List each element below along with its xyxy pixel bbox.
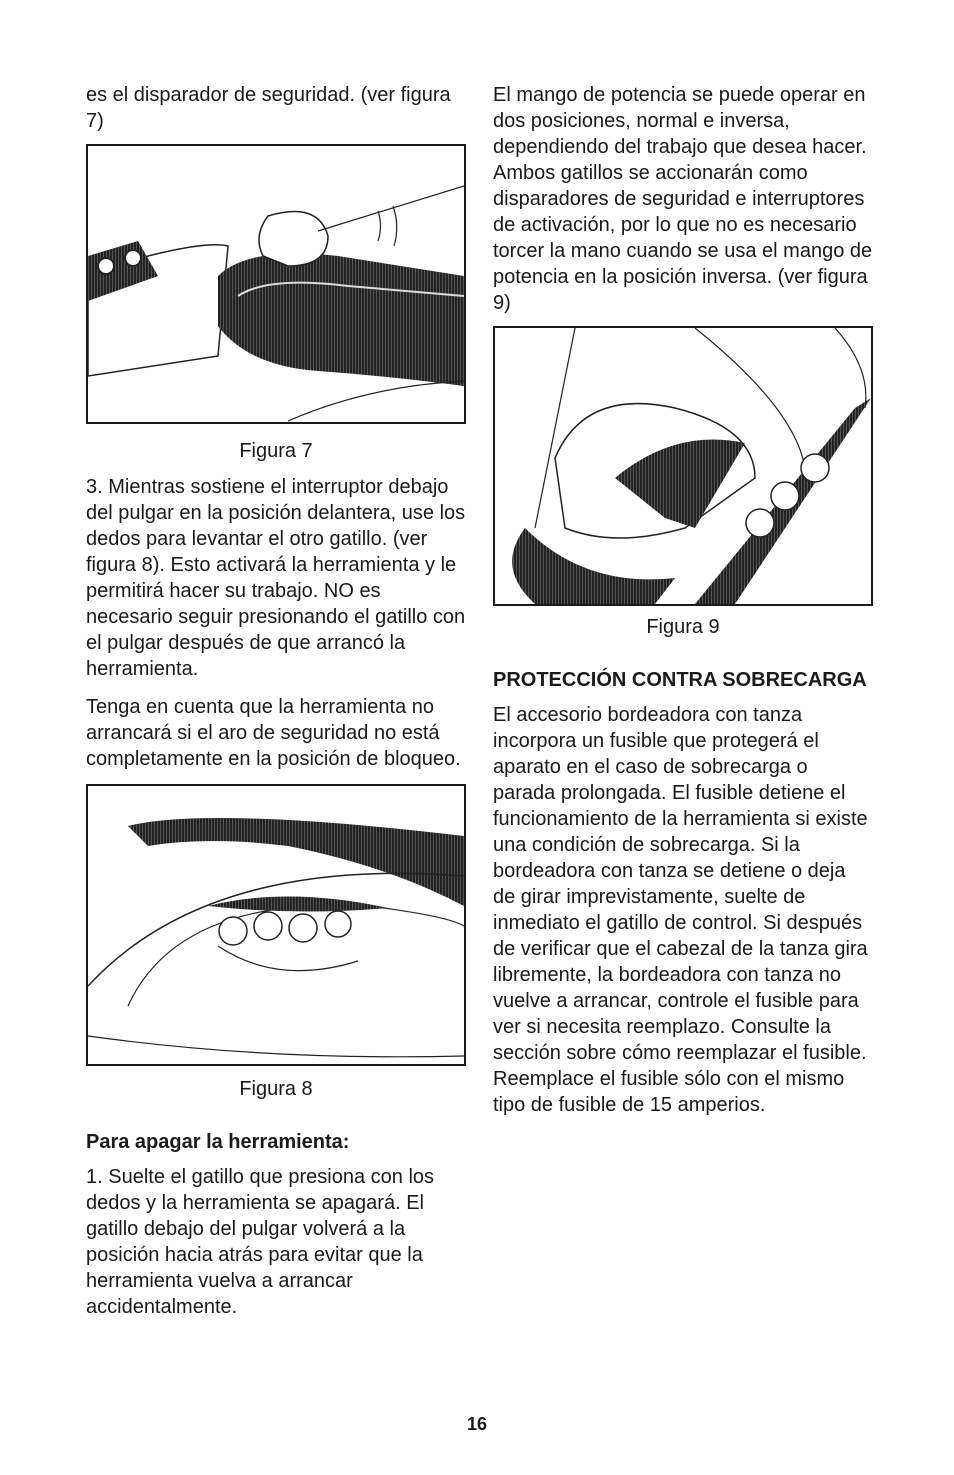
figure-7-caption: Figura 7 — [239, 440, 313, 462]
figure-9 — [493, 326, 873, 606]
step-3-text: 3. Mientras sostiene el interruptor debajo del pulgar en la posición delantera, use los dedos para levantar el otro gatillo. (ver figura 8). Esto activará la herramienta y le permitirá hacer su trabajo. NO es necesario seguir presionando el gatillo con el pulgar después de que arrancó la herramienta. — [86, 476, 466, 680]
right-column — [493, 82, 873, 1118]
figure-9-illustration — [495, 328, 871, 604]
figure-9-caption: Figura 9 — [646, 616, 720, 638]
shutdown-step-1: 1. Suelte el gatillo que presiona con los dedos y la herramienta se apagará. El gatillo debajo del pulgar volverá a la posición hacia atrás para evitar que la herramienta vuelva a arrancar accidentalmente. — [86, 1166, 435, 1318]
figure-8-illustration — [88, 786, 464, 1064]
left-column — [86, 82, 466, 1320]
handle-text: El mango de potencia se puede operar en dos posiciones, normal e inversa, dependiendo del trabajo que desea hacer. Ambos gatillos se accionarán como disparadores de seguridad e interruptores de activación, por lo que no es necesario torcer la mano cuando se usa el mango de potencia en la posición inversa. (ver figura 9) — [493, 84, 873, 314]
note-text: Tenga en cuenta que la herramienta no arrancará si el aro de seguridad no está completamente en la posición de bloqueo. — [86, 696, 461, 770]
figure-8-caption: Figura 8 — [239, 1078, 313, 1100]
page-number: 16 — [466, 1414, 488, 1434]
intro-text: es el disparador de seguridad. (ver figura 7) — [86, 84, 451, 132]
figure-7-illustration — [88, 146, 464, 422]
overload-text: El accesorio bordeadora con tanza incorpora un fusible que protegerá el aparato en el caso de sobrecarga o parada prolongada. El fusible detiene el funcionamiento de la herramienta si existe una condición de sobrecarga. Si la bordeadora con tanza se detiene o deja de girar imprevistamente, suelte de inmediato el gatillo de control. Si después de verificar que el cabezal de la tanza gira libremente, la bordeadora con tanza no vuelve a arrancar, controle el fusible para ver si necesita reemplazo. Consulte la sección sobre cómo reemplazar el fusible. Reemplace el fusible sólo con el mismo tipo de fusible de 15 amperios. — [493, 704, 868, 1116]
figure-8 — [86, 784, 466, 1066]
overload-heading: PROTECCIÓN CONTRA SOBRECARGA — [493, 669, 867, 691]
figure-7 — [86, 144, 466, 424]
shutdown-heading: Para apagar la herramienta: — [86, 1131, 350, 1153]
